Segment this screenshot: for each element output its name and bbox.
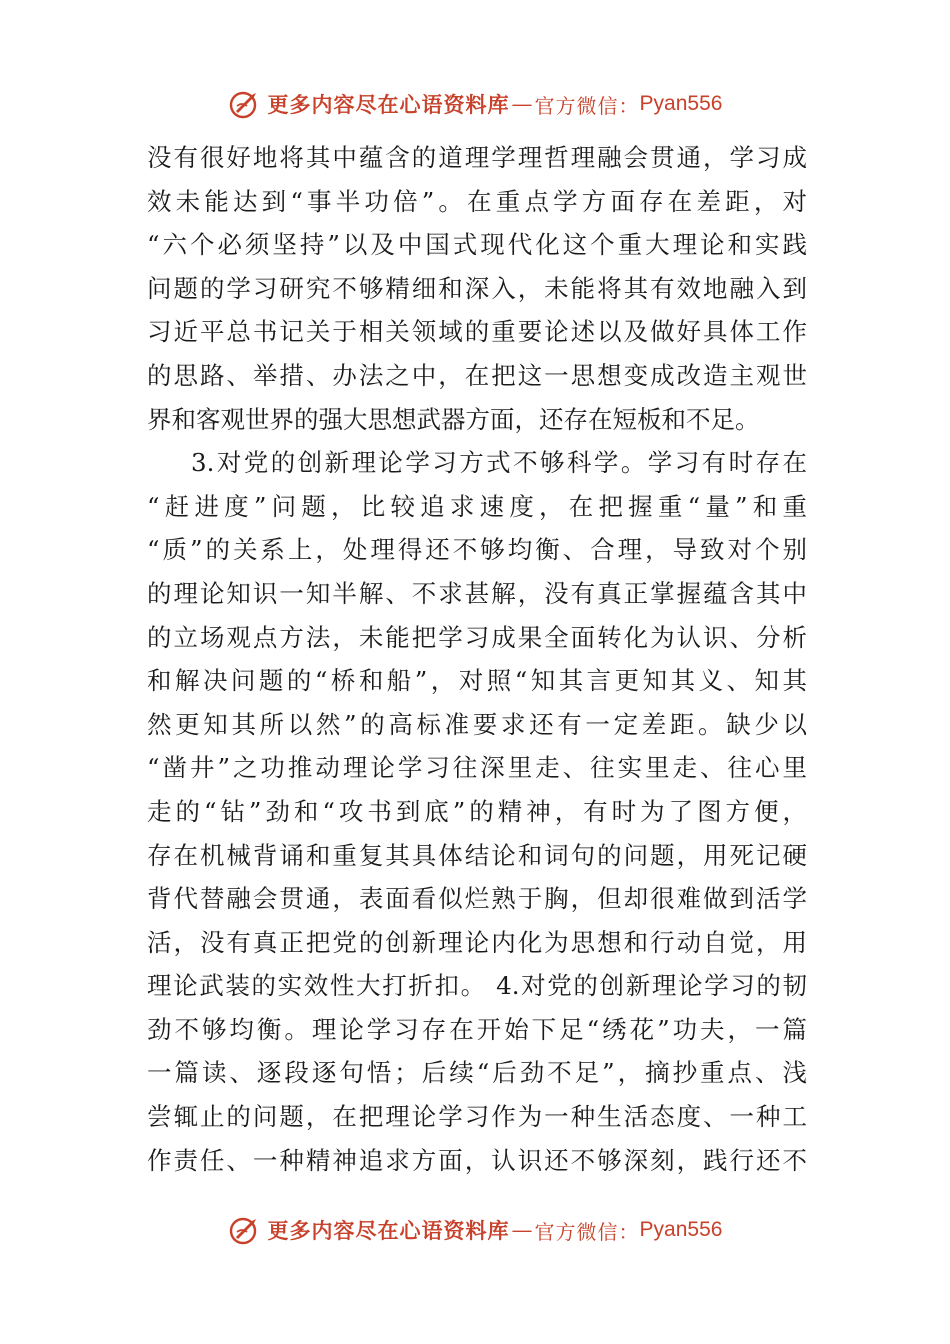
body-line: “六个必须坚持”以及中国式现代化这个重大理论和实践 bbox=[147, 230, 807, 260]
footer-banner bbox=[0, 1208, 950, 1252]
footer-wechat-account: Pyan556 bbox=[639, 1218, 723, 1241]
footer-brand-text: 更多内容尽在心语资料库 bbox=[267, 1218, 510, 1243]
header-wechat-account: Pyan556 bbox=[639, 92, 723, 115]
body-line: 存在机械背诵和重复其具体结论和词句的问题，用死记硬 bbox=[147, 840, 807, 870]
body-line: 作责任、一种精神追求方面，认识还不够深刻，践行还不 bbox=[147, 1145, 807, 1175]
body-line: 劲不够均衡。理论学习存在开始下足“绣花”功夫，一篇 bbox=[147, 1014, 807, 1044]
body-line: 没有很好地将其中蕴含的道理学理哲理融会贯通，学习成 bbox=[147, 143, 807, 172]
pen-logo-icon bbox=[228, 1213, 262, 1247]
document-body bbox=[147, 136, 807, 1182]
body-line: 活，没有真正把党的创新理论内化为思想和行动自觉，用 bbox=[147, 927, 807, 957]
body-line: 习近平总书记关于相关领域的重要论述以及做好具体工作 bbox=[147, 317, 807, 347]
body-line: 和解决问题的“桥和船”，对照“知其言更知其义、知其 bbox=[147, 666, 807, 696]
footer-dash: — bbox=[511, 1218, 533, 1242]
body-line: 的立场观点方法，未能把学习成果全面转化为认识、分析 bbox=[147, 622, 807, 652]
body-line: 然更知其所以然”的高标准要求还有一定差距。缺少以 bbox=[147, 709, 807, 739]
body-line: 效未能达到“事半功倍”。在重点学方面存在差距，对 bbox=[147, 186, 807, 216]
body-line: “凿井”之功推动理论学习往深里走、往实里走、往心里 bbox=[147, 753, 807, 783]
body-line: 走的“钻”劲和“攻书到底”的精神，有时为了图方便， bbox=[147, 796, 807, 826]
body-line: 尝辄止的问题，在把理论学习作为一种生活态度、一种工 bbox=[147, 1102, 807, 1132]
body-line: 一篇读、逐段逐句悟；后续“后劲不足”，摘抄重点、浅 bbox=[147, 1058, 807, 1088]
body-line: 的理论知识一知半解、不求甚解，没有真正掌握蕴含其中 bbox=[147, 578, 807, 608]
body-line: “质”的关系上，处理得还不够均衡、合理，导致对个别 bbox=[147, 535, 807, 565]
body-line: 3.对党的创新理论学习方式不够科学。学习有时存在 bbox=[191, 448, 807, 478]
body-line: 界和客观世界的强大思想武器方面，还存在短板和不足。 bbox=[147, 404, 760, 434]
header-wechat-label: 官方微信： bbox=[534, 93, 640, 118]
body-line: “赶进度”问题，比较追求速度，在把握重“量”和重 bbox=[147, 491, 807, 521]
pen-logo-icon bbox=[228, 87, 262, 121]
header-banner bbox=[0, 82, 950, 126]
footer-wechat-label: 官方微信： bbox=[534, 1219, 640, 1244]
body-line: 问题的学习研究不够精细和深入，未能将其有效地融入到 bbox=[147, 273, 807, 303]
body-line: 背代替融会贯通，表面看似烂熟于胸，但却很难做到活学 bbox=[147, 884, 807, 914]
header-brand-text: 更多内容尽在心语资料库 bbox=[267, 92, 510, 117]
body-line: 的思路、举措、办法之中，在把这一思想变成改造主观世 bbox=[147, 360, 807, 390]
body-line: 理论武装的实效性大打折扣。 4.对党的创新理论学习的韧 bbox=[147, 971, 807, 1001]
header-dash: — bbox=[511, 92, 533, 116]
